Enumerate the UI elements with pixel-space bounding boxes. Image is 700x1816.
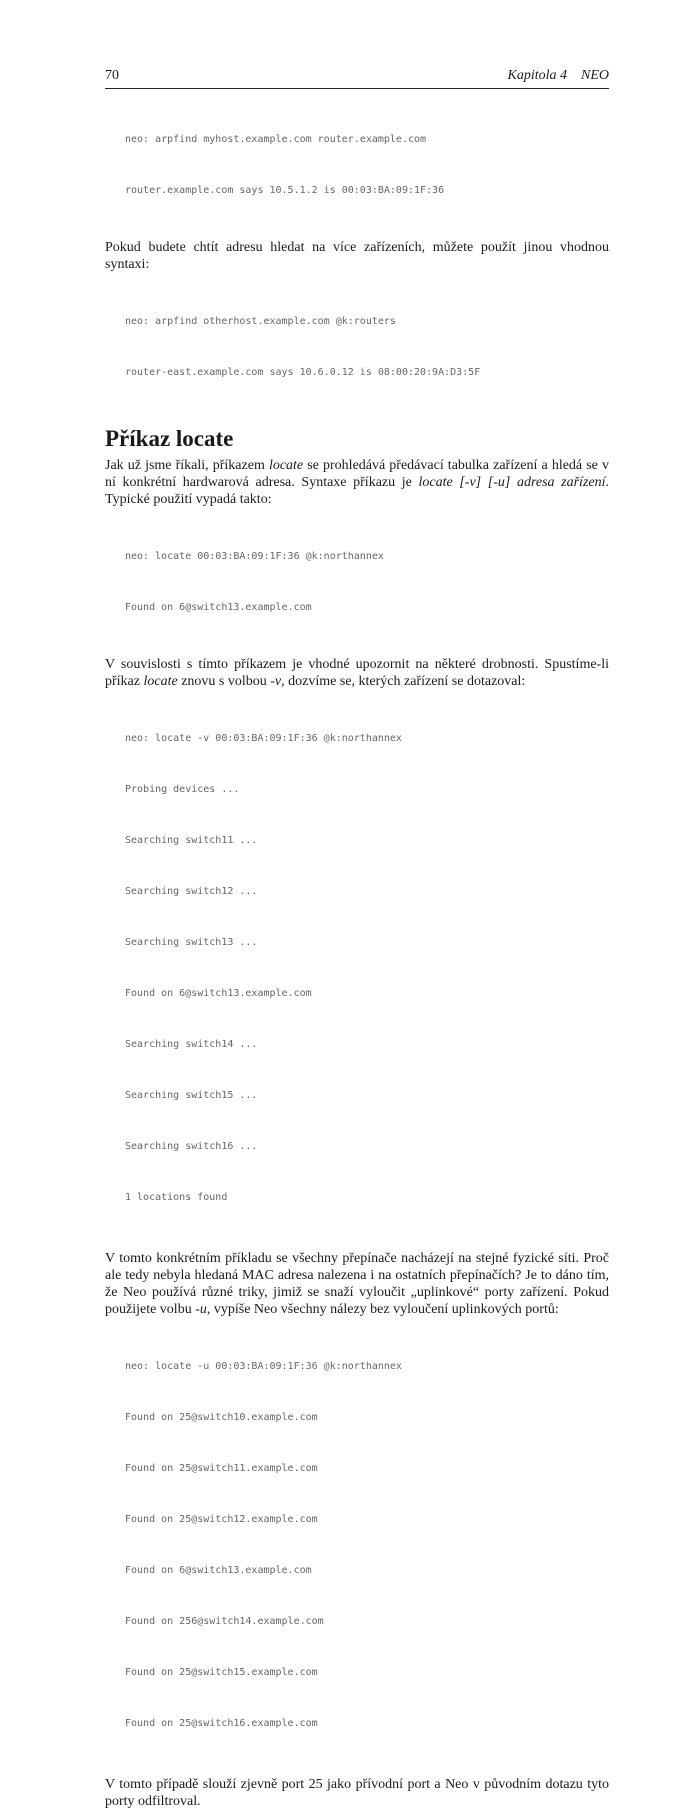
code-block-arpfind-1 — [125, 97, 609, 233]
text-run: , dozvíme se, kterých zařízení se dotazoval: — [281, 674, 526, 689]
section-heading: Příkaz locate — [105, 426, 234, 451]
book-page — [105, 66, 609, 1816]
code-block-locate-verbose — [125, 696, 609, 1240]
code-line: router-east.example.com says 10.6.0.12 is 08:00:20:9A:D3:5F — [125, 367, 481, 378]
text-run: Jak už jsme říkali, příkazem — [105, 458, 269, 473]
code-line: Searching switch11 ... — [125, 835, 258, 846]
header-rule — [105, 88, 609, 89]
text-run: se prohledává předávací tabulka zařízení a hledá se v ní konkrétní hardwarová adresa. Syntaxe příkazu je — [105, 458, 609, 490]
text-run: . Typické použití vypadá takto: — [105, 475, 610, 507]
code-line: neo: arpfind myhost.example.com router.example.com — [125, 134, 427, 145]
code-line: Found on 6@switch13.example.com — [125, 602, 312, 613]
code-line: router.example.com says 10.5.1.2 is 00:03:BA:09:1F:36 — [125, 185, 445, 196]
paragraph — [105, 656, 609, 690]
code-line: Searching switch15 ... — [125, 1090, 258, 1101]
code-line: Searching switch14 ... — [125, 1039, 258, 1050]
code-line: Searching switch12 ... — [125, 886, 258, 897]
text-run: V tomto konkrétním příkladu se všechny přepínače nacházejí na stejné fyzické síti. Proč ale tedy nebyla hledaná MAC adresa nalezena i na ostatních přepínačích? Je to dáno tím, že Neo používá různé triky, jimiž se snaží vyloučit „uplinkové“ porty zařízení. Pokud použijete volbu — [105, 1251, 609, 1317]
page-number: 70 — [105, 68, 119, 83]
code-line: Searching switch16 ... — [125, 1141, 258, 1152]
text-run: , vypíše Neo všechny nálezy bez vyloučení uplinkových portů: — [206, 1302, 559, 1317]
code-block-arpfind-2 — [125, 279, 609, 415]
code-line: neo: locate -u 00:03:BA:09:1F:36 @k:northannex — [125, 1361, 402, 1372]
code-line: Searching switch13 ... — [125, 937, 258, 948]
code-line: neo: arpfind otherhost.example.com @k:routers — [125, 316, 396, 327]
paragraph: V tomto případě slouží zjevně port 25 jako přívodní port a Neo v původním dotazu tyto porty odfiltroval. — [105, 1777, 609, 1809]
code-block-locate-1 — [125, 514, 609, 650]
code-line: Found on 25@switch16.example.com — [125, 1718, 318, 1729]
code-line: Probing devices ... — [125, 784, 240, 795]
text-run: V souvislosti s tímto příkazem je vhodné upozornit na některé drobnosti. Spustíme-li příkaz — [105, 657, 609, 689]
command-syntax: locate [-v] [-u] adresa zařízení — [418, 475, 606, 490]
option-flag: -v — [270, 674, 282, 689]
paragraph: Pokud budete chtít adresu hledat na více zařízeních, můžete použít jinou vhodnou syntaxi: — [105, 240, 609, 272]
code-line: 1 locations found — [125, 1192, 228, 1203]
code-block-locate-uplink — [125, 1324, 609, 1766]
code-line: neo: locate -v 00:03:BA:09:1F:36 @k:northannex — [125, 733, 402, 744]
code-line: Found on 6@switch13.example.com — [125, 1565, 312, 1576]
code-line: Found on 256@switch14.example.com — [125, 1616, 324, 1627]
code-line: Found on 25@switch12.example.com — [125, 1514, 318, 1525]
command-name: locate — [268, 458, 304, 473]
code-line: Found on 6@switch13.example.com — [125, 988, 312, 999]
running-head: Kapitola 4 NEO — [507, 68, 609, 83]
paragraph — [105, 457, 609, 508]
page-header — [105, 66, 609, 88]
option-flag: -u — [195, 1302, 207, 1317]
command-name: locate — [143, 674, 178, 689]
code-line: Found on 25@switch15.example.com — [125, 1667, 318, 1678]
code-line: neo: locate 00:03:BA:09:1F:36 @k:northannex — [125, 551, 384, 562]
text-run: znovu s volbou — [177, 674, 271, 689]
code-line: Found on 25@switch10.example.com — [125, 1412, 318, 1423]
code-line: Found on 25@switch11.example.com — [125, 1463, 318, 1474]
paragraph — [105, 1250, 609, 1318]
